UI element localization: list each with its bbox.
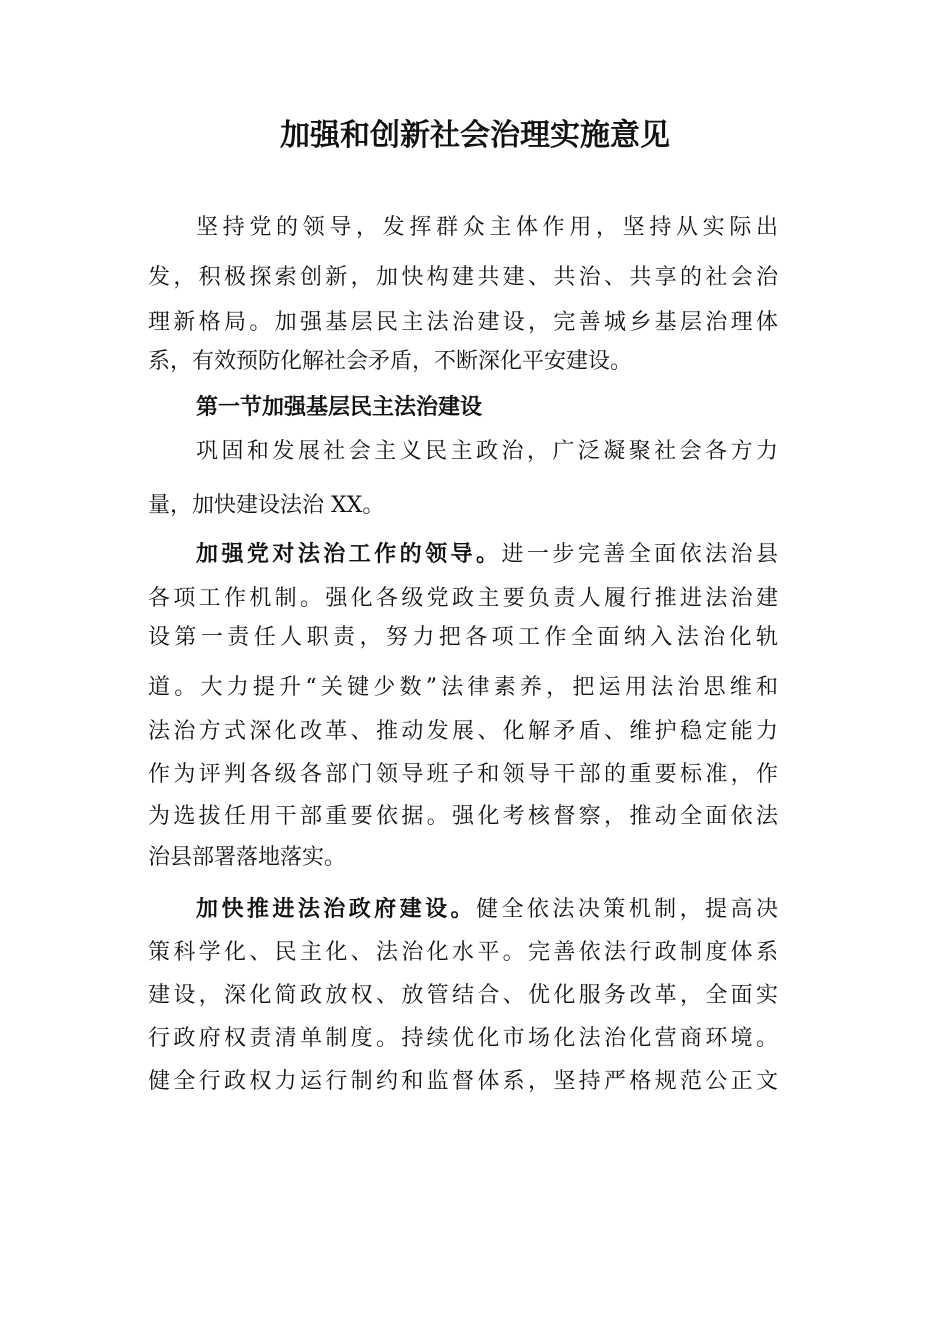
rule-of-law-line-7: 为选拔任用干部重要依据。强化考核督察，推动全面依法	[148, 804, 778, 829]
section-heading: 第一节加强基层民主法治建设	[196, 395, 483, 420]
intro-line-3: 理新格局。加强基层民主法治建设，完善城乡基层治理体	[148, 310, 778, 335]
gov-line-2: 策科学化、民主化、法治化水平。完善依法行政制度体系	[148, 940, 778, 965]
gov-lead: 加快推进法治政府建设。	[196, 897, 476, 922]
gov-line-3: 建设，深化简政放权、放管结合、优化服务改革，全面实	[148, 983, 778, 1008]
section1-line-2: 量，加快建设法治 XX。	[148, 493, 385, 518]
document-title: 加强和创新社会治理实施意见	[280, 118, 670, 153]
rule-of-law-lead: 加强党对法治工作的领导。	[196, 542, 502, 567]
rule-of-law-line-4: 道。大力提升“关键少数”法律素养，把运用法治思维和	[148, 675, 778, 700]
intro-line-2: 发，积极探索创新，加快构建共建、共治、共享的社会治	[148, 265, 778, 290]
gov-line-5: 健全行政权力运行制约和监督体系，坚持严格规范公正文	[148, 1069, 778, 1094]
section1-line-1: 巩固和发展社会主义民主政治，广泛凝聚社会各方力	[196, 439, 778, 464]
rule-of-law-line-3: 设第一责任人职责，努力把各项工作全面纳入法治化轨	[148, 625, 778, 650]
gov-first-rest: 健全依法决策机制，提高决	[476, 897, 778, 922]
rule-of-law-line-2: 各项工作机制。强化各级党政主要负责人履行推进法治建	[148, 586, 778, 611]
intro-line-1: 坚持党的领导，发挥群众主体作用，坚持从实际出	[196, 215, 778, 240]
gov-line-4: 行政府权责清单制度。持续优化市场化法治化营商环境。	[148, 1026, 778, 1051]
intro-line-4: 系，有效预防化解社会矛盾，不断深化平安建设。	[148, 349, 633, 374]
gov-first-line	[196, 894, 778, 926]
rule-of-law-line-8: 治县部署落地落实。	[148, 845, 347, 870]
rule-of-law-line-6: 作为评判各级各部门领导班子和领导干部的重要标准，作	[148, 762, 778, 787]
rule-of-law-first-line	[196, 539, 778, 571]
rule-of-law-line-5: 法治方式深化改革、推动发展、化解矛盾、维护稳定能力	[148, 719, 778, 744]
rule-of-law-first-rest: 进一步完善全面依法治县	[501, 542, 778, 567]
